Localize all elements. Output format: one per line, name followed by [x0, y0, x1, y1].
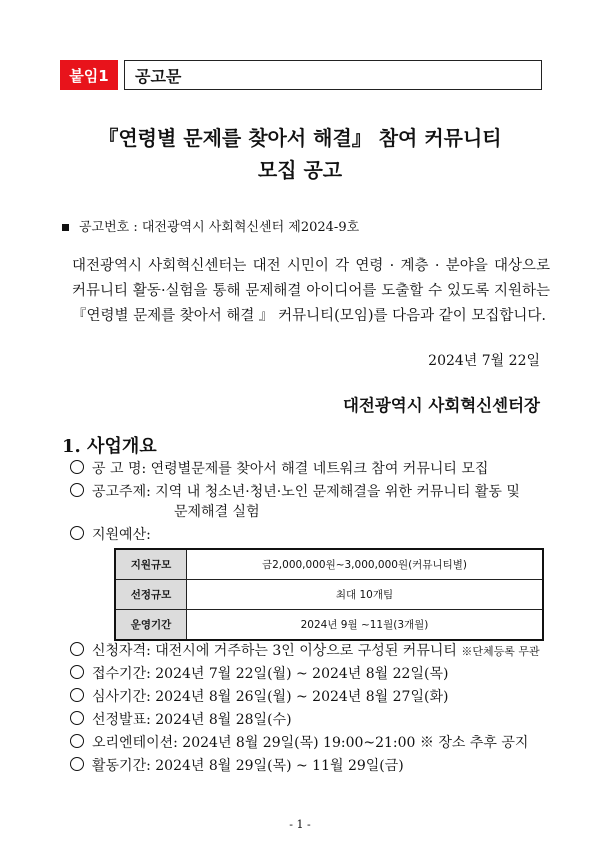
list-item-budget	[70, 524, 151, 544]
circle-bullet-icon	[70, 526, 84, 540]
circle-bullet-icon	[70, 688, 84, 702]
list-item-text: 접수기간: 2024년 7월 22일(월) ~ 2024년 8월 22일(목)	[92, 666, 449, 682]
notice-date: 2024년 7월 22일	[428, 353, 540, 369]
list-item-text: 공고주제: 지역 내 청소년·청년·노인 문제해결을 위한 커뮤니티 활동 및	[92, 484, 520, 500]
square-bullet-icon	[62, 224, 69, 231]
list-item-text: 오리엔테이션: 2024년 8월 29일(목) 19:00~21:00 ※ 장소 추후 공지	[92, 735, 529, 751]
notice-number-text: 공고번호 : 대전광역시 사회혁신센터 제2024-9호	[79, 220, 360, 235]
table-key: 선정규모	[115, 580, 187, 610]
circle-bullet-icon	[70, 711, 84, 725]
list-item-topic	[70, 481, 520, 501]
header-label: 공고문	[124, 60, 542, 90]
list-item-text: 선정발표: 2024년 8월 28일(수)	[92, 712, 292, 728]
list-item-text: 활동기간: 2024년 8월 29일(목) ~ 11월 29일(금)	[92, 758, 404, 774]
circle-bullet-icon	[70, 665, 84, 679]
circle-bullet-icon	[70, 734, 84, 748]
circle-bullet-icon	[70, 460, 84, 474]
signer: 대전광역시 사회혁신센터장	[342, 396, 540, 415]
page-number: - 1 -	[289, 818, 311, 831]
table-key: 운영기간	[115, 610, 187, 641]
list-item-title	[70, 458, 488, 478]
list-item-text: 공 고 명: 연령별문제를 찾아서 해결 네트워크 참여 커뮤니티 모집	[92, 461, 489, 477]
section-title: 1. 사업개요	[62, 436, 157, 457]
circle-bullet-icon	[70, 757, 84, 771]
list-item-activity-period	[70, 755, 404, 775]
table-row	[115, 580, 543, 610]
list-item-eligibility	[70, 640, 540, 660]
list-item-topic-continued: 문제해결 실험	[174, 504, 260, 520]
list-item-review-period	[70, 686, 448, 706]
table-value: 금2,000,000원~3,000,000원(커뮤니티별)	[187, 549, 544, 580]
table-row	[115, 610, 543, 641]
table-value: 2024년 9월 ~11월(3개월)	[187, 610, 544, 641]
list-item-text: 신청자격: 대전시에 거주하는 3인 이상으로 구성된 커뮤니티	[92, 643, 457, 659]
circle-bullet-icon	[70, 483, 84, 497]
list-item-text: 지원예산:	[92, 527, 151, 543]
circle-bullet-icon	[70, 642, 84, 656]
intro-paragraph: 대전광역시 사회혁신센터는 대전 시민이 각 연령 · 계층 · 분야을 대상으로 커뮤니티 활동·실험을 통해 문제해결 아이디어를 도출할 수 있도록 지원하는 『연령별 문제를 찾아서 해결 』 커뮤니티(모임)를 다음과 같이 모집합니다.	[72, 258, 550, 324]
budget-table	[114, 548, 544, 641]
list-item-announcement	[70, 709, 292, 729]
attachment-header	[60, 60, 542, 90]
list-item-orientation	[70, 732, 528, 752]
list-item-application-period	[70, 663, 448, 683]
table-row	[115, 549, 543, 580]
list-item-text: 심사기간: 2024년 8월 26일(월) ~ 2024년 8월 27일(화)	[92, 689, 449, 705]
table-key: 지원규모	[115, 549, 187, 580]
eligibility-note: ※단체등록 무관	[461, 645, 540, 658]
notice-number	[62, 216, 359, 235]
attachment-tag: 붙임1	[60, 60, 118, 90]
table-value: 최대 10개팀	[187, 580, 544, 610]
document-title: 『연령별 문제를 찾아서 해결』 참여 커뮤니티	[98, 126, 502, 150]
document-subtitle: 모집 공고	[257, 158, 343, 182]
